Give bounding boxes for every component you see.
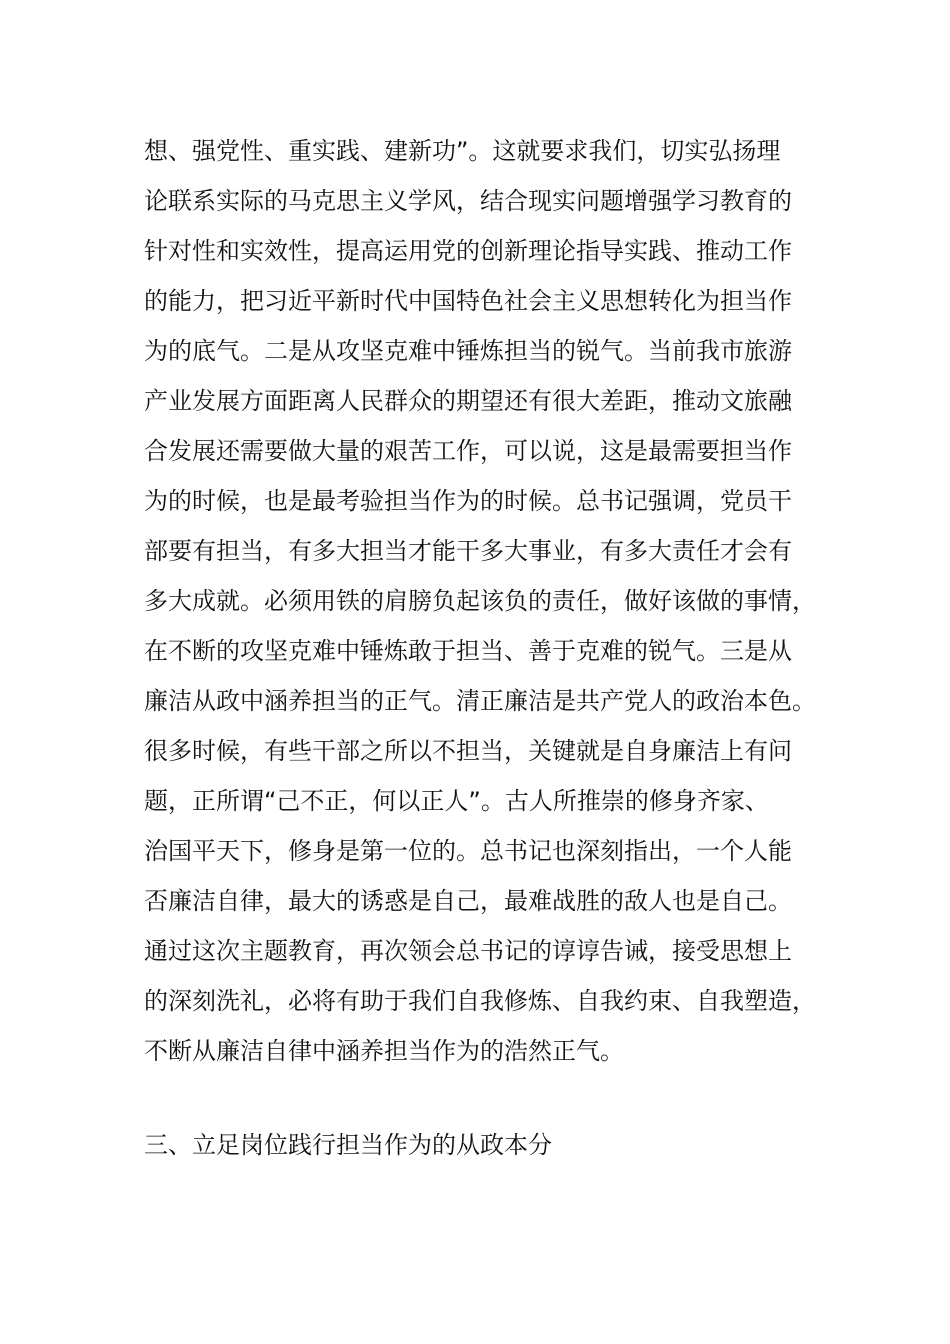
paragraph-line: 通过这次主题教育，再次领会总书记的谆谆告诫，接受思想上	[144, 937, 792, 965]
paragraph-line: 想、强党性、重实践、建新功”。这就要求我们，切实弘扬理	[144, 137, 781, 165]
paragraph-line: 题，正所谓“己不正，何以正人”。古人所推崇的修身齐家、	[144, 787, 769, 815]
paragraph-line: 论联系实际的马克思主义学风，结合现实问题增强学习教育的	[144, 187, 792, 215]
body-paragraph	[144, 126, 834, 1076]
paragraph-line: 在不断的攻坚克难中锤炼敢于担当、善于克难的锐气。三是从	[144, 637, 792, 665]
paragraph-line: 为的底气。二是从攻坚克难中锤炼担当的锐气。当前我市旅游	[144, 337, 792, 365]
paragraph-line: 多大成就。必须用铁的肩膀负起该负的责任，做好该做的事情，	[144, 587, 816, 615]
paragraph-line: 针对性和实效性，提高运用党的创新理论指导实践、推动工作	[144, 237, 792, 265]
paragraph-line: 的深刻洗礼，必将有助于我们自我修炼、自我约束、自我塑造，	[144, 987, 816, 1015]
section-heading: 三、立足岗位践行担当作为的从政本分	[144, 1131, 552, 1159]
paragraph-line: 合发展还需要做大量的艰苦工作，可以说，这是最需要担当作	[144, 437, 792, 465]
paragraph-line: 为的时候，也是最考验担当作为的时候。总书记强调，党员干	[144, 487, 792, 515]
paragraph-line: 否廉洁自律，最大的诱惑是自己，最难战胜的敌人也是自己。	[144, 887, 792, 915]
paragraph-line: 廉洁从政中涵养担当的正气。清正廉洁是共产党人的政治本色。	[144, 687, 816, 715]
paragraph-line: 不断从廉洁自律中涵养担当作为的浩然正气。	[144, 1037, 624, 1065]
paragraph-line: 很多时候，有些干部之所以不担当，关键就是自身廉洁上有问	[144, 737, 792, 765]
paragraph-line: 的能力，把习近平新时代中国特色社会主义思想转化为担当作	[144, 287, 792, 315]
paragraph-line: 治国平天下，修身是第一位的。总书记也深刻指出，一个人能	[144, 837, 792, 865]
paragraph-line: 产业发展方面距离人民群众的期望还有很大差距，推动文旅融	[144, 387, 792, 415]
paragraph-line: 部要有担当，有多大担当才能干多大事业，有多大责任才会有	[144, 537, 792, 565]
